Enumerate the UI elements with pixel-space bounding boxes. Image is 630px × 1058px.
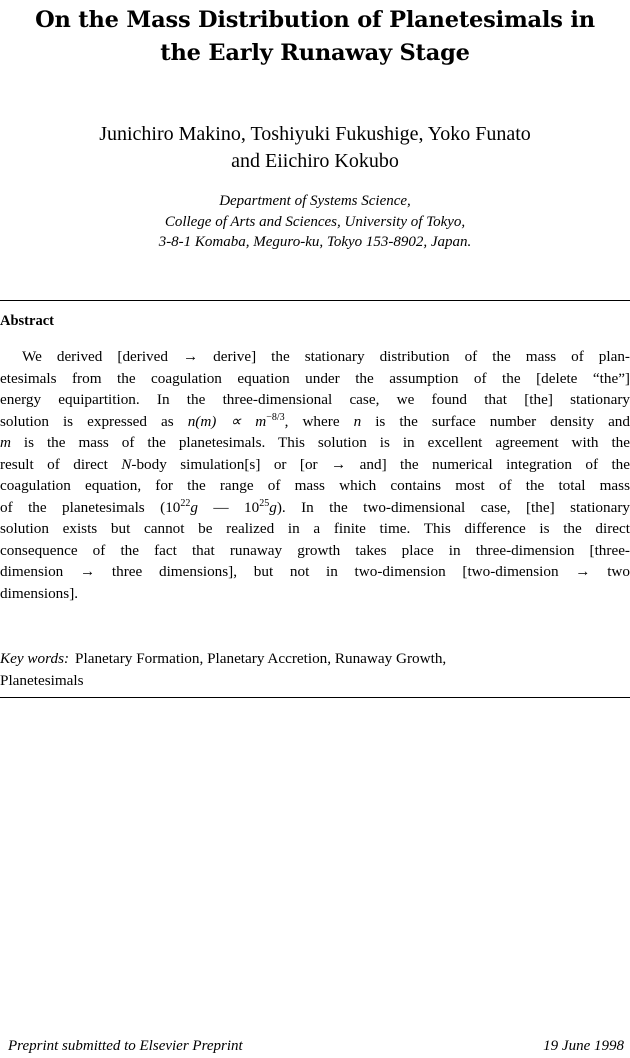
author-list bbox=[0, 121, 630, 175]
top-divider bbox=[0, 300, 630, 301]
math-variable: m bbox=[0, 434, 11, 451]
abstract-line bbox=[0, 454, 630, 476]
abstract-line: We derived [derived → derive] the stationary distribution of the mass of plan- bbox=[22, 348, 630, 365]
abstract-line bbox=[0, 411, 630, 433]
math-unit: g bbox=[190, 498, 198, 516]
title-line: On the Mass Distribution of Planetesimals in bbox=[35, 7, 595, 33]
math-exponent: 22 bbox=[180, 497, 191, 509]
abstract-line: solution exists but cannot be realized in a finite time. This difference is the direct bbox=[0, 520, 630, 537]
title-line: the Early Runaway Stage bbox=[160, 40, 470, 66]
affiliation-line: College of Arts and Sciences, University of Tokyo, bbox=[164, 213, 466, 230]
abstract-line: dimension → three dimensions], but not in two-dimension [two-dimension → two bbox=[0, 563, 630, 580]
math-variable: N bbox=[121, 455, 132, 473]
math-unit: g bbox=[269, 498, 277, 516]
keywords bbox=[0, 648, 630, 691]
abstract-line bbox=[0, 432, 630, 454]
text-run: result of direct bbox=[0, 455, 122, 473]
text-run: of the planetesimals (10 bbox=[0, 498, 181, 516]
abstract-line bbox=[0, 497, 630, 519]
keywords-label: Key words: bbox=[0, 650, 70, 667]
keywords-line bbox=[0, 648, 630, 670]
abstract-line: consequence of the fact that runaway growth takes place in three-dimension [three- bbox=[0, 541, 630, 559]
text-run: ). In the two-dimensional case, [the] stationary bbox=[276, 498, 630, 516]
abstract-body bbox=[0, 346, 630, 604]
affiliation bbox=[0, 191, 630, 253]
keywords-line: Planetesimals bbox=[0, 671, 84, 689]
text-run: — 10 bbox=[197, 498, 260, 516]
bottom-divider bbox=[0, 697, 630, 698]
text-run: is the mass of the planetesimals. This solution is in excellent agreement with the bbox=[10, 434, 630, 451]
abstract-line: dimensions]. bbox=[0, 584, 79, 602]
math-variable: n bbox=[353, 412, 362, 430]
affiliation-line: 3-8-1 Komaba, Meguro-ku, Tokyo 153-8902, Japan. bbox=[158, 234, 472, 250]
abstract-line: energy equipartition. In the three-dimensional case, we found that [the] stationary bbox=[0, 391, 630, 408]
text-run: solution is expressed as bbox=[0, 412, 188, 430]
footer-submission: Preprint submitted to Elsevier Preprint bbox=[8, 1038, 243, 1054]
text-run: , where bbox=[284, 412, 354, 430]
paper-title bbox=[0, 4, 630, 70]
math-exponent: −8/3 bbox=[266, 411, 285, 423]
page-footer bbox=[8, 1038, 624, 1055]
abstract-line: coagulation equation, for the range of mass which contains most of the total mass bbox=[0, 477, 630, 494]
text-run: is the surface number density and bbox=[361, 412, 630, 430]
author-line: Junichiro Makino, Toshiyuki Fukushige, Yoko Funato bbox=[99, 123, 531, 145]
abstract-line: etesimals from the coagulation equation under the assumption of the [delete “the”] bbox=[0, 369, 630, 387]
math-expression: n(m) ∝ m bbox=[187, 412, 267, 430]
math-exponent: 25 bbox=[259, 497, 270, 509]
affiliation-line: Department of Systems Science, bbox=[219, 193, 411, 209]
author-line: and Eiichiro Kokubo bbox=[231, 150, 399, 172]
abstract-heading: Abstract bbox=[0, 313, 54, 329]
keywords-text: Planetary Formation, Planetary Accretion, Runaway Growth, bbox=[75, 650, 447, 667]
text-run: -body simulation[s] or [or → and] the numerical integration of the bbox=[131, 455, 630, 473]
footer-date: 19 June 1998 bbox=[543, 1038, 624, 1054]
